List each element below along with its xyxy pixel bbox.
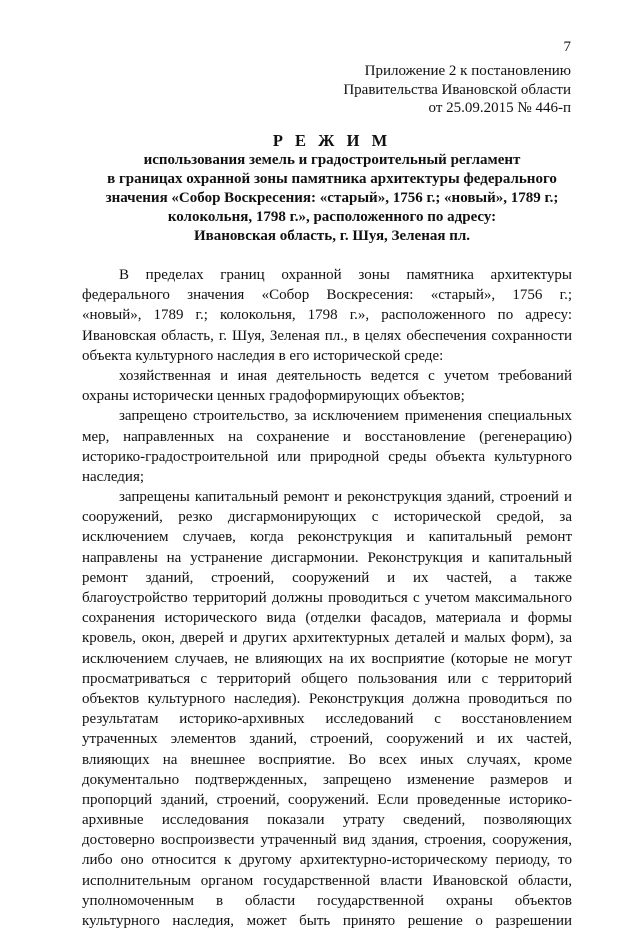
body-line: уполномоченным в области государственной охраны объектов: [82, 892, 572, 909]
title-line: значения «Собор Воскресения: «старый», 1756 г.; «новый», 1789 г.;: [105, 190, 559, 206]
regime-heading: Р Е Ж И М: [272, 131, 392, 150]
body-line: объекта культурного наследия в его исторической среде:: [82, 347, 444, 364]
body-line: кровель, окон, дверей и других архитектурных деталей и малых форм), за: [82, 630, 572, 647]
body-line: архивные исследования показали утрату сведений, позволяющих: [82, 812, 572, 829]
title-line: колокольня, 1798 г.», расположенного по адресу:: [167, 209, 497, 225]
body-line: благоустройство территорий должны проводиться с учетом максимального: [82, 590, 572, 606]
body-line: «новый», 1789 г.; колокольня, 1798 г.», расположенного по адресу:: [82, 307, 572, 324]
page-number: 7: [563, 39, 571, 55]
body-line: сохранения исторического вида (отделки фасадов, материала и формы: [82, 610, 572, 627]
body-line: документально подтвержденных, запрещено изменение размеров и: [82, 771, 572, 788]
body-line: объектов культурного наследия). Реконструкция должна проводиться по: [82, 690, 572, 707]
body-line: запрещено строительство, за исключением применения специальных: [119, 408, 572, 425]
body-line: утраченных элементов зданий, строений, сооружений и их частей,: [82, 731, 572, 748]
appendix-line: Правительства Ивановской области: [343, 81, 571, 98]
body-line: запрещены капитальный ремонт и реконструкция зданий, строений и: [119, 489, 572, 506]
body-line: ремонт зданий, строений, сооружений и их частей, а также: [82, 569, 572, 586]
body-line: исключением случаев, когда реконструкция и капитальный ремонт: [82, 529, 572, 546]
title-line: Ивановская область, г. Шуя, Зеленая пл.: [193, 228, 471, 244]
body-line: направлены на устранение дисгармонии. Реконструкция и капитальный: [82, 549, 572, 566]
body-line: мер, направленных на сохранение и восстановление (регенерацию): [82, 428, 572, 445]
body-line: культурного наследия, может быть принято решение о разрешении: [82, 913, 572, 929]
body-line: либо оно относится к другому архитектурно-историческому периоду, то: [82, 852, 572, 869]
body-line: федерального значения «Собор Воскресения: «старый», 1756 г.;: [82, 287, 572, 304]
body-line: пропорций зданий, строений, сооружений. Если проведенные историко-: [82, 791, 572, 808]
body-line: исполнительным органом государственной власти Ивановской области,: [82, 872, 572, 889]
body-line: влияющих на внешнее восприятие. Во всех иных случаях, кроме: [82, 751, 572, 768]
body-line: наследия;: [82, 468, 145, 485]
body-line: достоверно воспроизвести утраченный вид здания, строения, сооружения,: [82, 832, 572, 849]
body-text: [82, 265, 572, 931]
title-line: в границах охранной зоны памятника архитектуры федерального: [107, 171, 557, 187]
body-line: Ивановская область, г. Шуя, Зеленая пл., в целях обеспечения сохранности: [82, 327, 572, 344]
body-line: результатам историко-архивных исследований с восстановлением: [82, 711, 572, 728]
body-line: просматриваться с территорий общего пользования или с территорий: [82, 670, 572, 687]
appendix-line: от 25.09.2015 № 446-п: [428, 100, 571, 116]
body-line: историко-градостроительной или природной среды объекта культурного: [82, 448, 572, 465]
document-title: [90, 131, 574, 246]
body-line: В пределах границ охранной зоны памятника архитектуры: [119, 267, 572, 283]
body-line: хозяйственная и иная деятельность ведется с учетом требований: [119, 367, 572, 384]
appendix-line: Приложение 2 к постановлению: [364, 63, 571, 79]
body-line: исключением случаев, не влияющих на их восприятие (которые не могут: [82, 650, 572, 667]
body-line: охраны исторически ценных градоформирующих объектов;: [82, 388, 465, 405]
appendix-header: [343, 62, 571, 118]
body-line: сооружений, резко дисгармонирующих с исторической средой, за: [82, 509, 572, 526]
title-line: использования земель и градостроительный регламент: [143, 152, 521, 168]
